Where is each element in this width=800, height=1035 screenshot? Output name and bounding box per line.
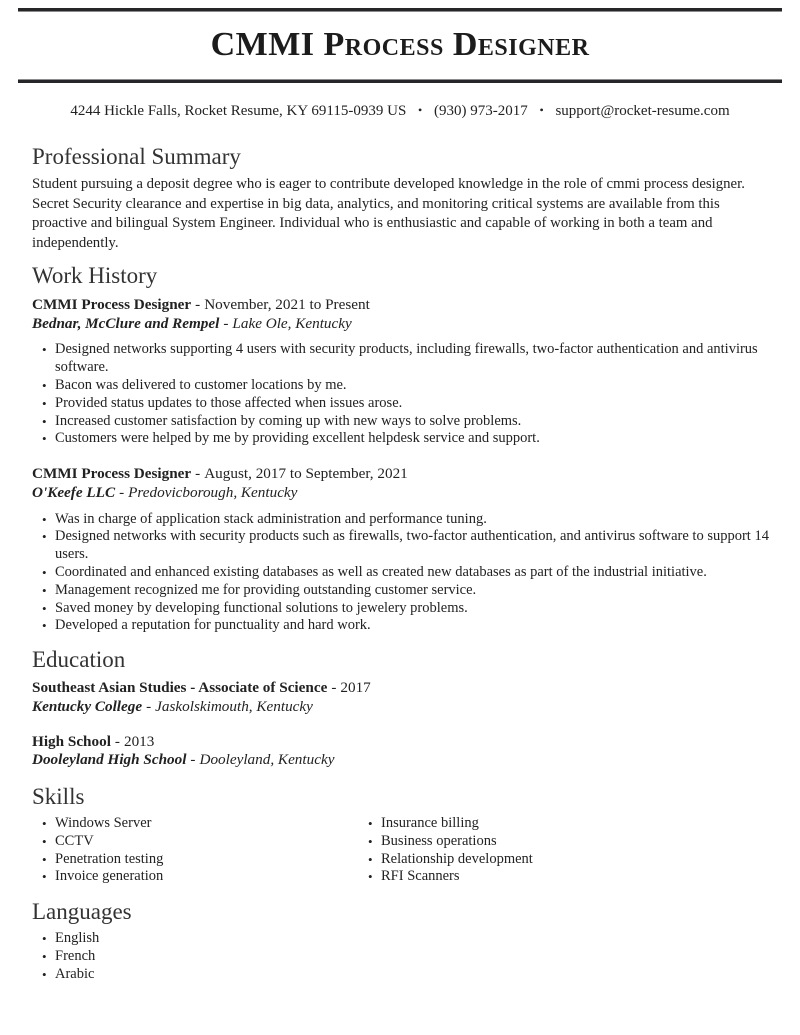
job-company: Bednar, McClure and Rempel [32, 314, 220, 332]
education-entry [0, 733, 800, 770]
job-bullet: • Customers were helped by me by providing excellent helpdesk service and support. [42, 430, 780, 448]
languages-list [0, 930, 800, 983]
skill-item: • Penetration testing [42, 851, 343, 869]
job-bullet: • Increased customer satisfaction by coming up with new ways to solve problems. [42, 413, 780, 431]
education-entry [0, 679, 800, 716]
contact-address: 4244 Hickle Falls, Rocket Resume, KY 69115-0939 US [70, 103, 407, 119]
education-location: Jaskolskimouth, Kentucky [155, 697, 313, 715]
dash-separator: - [114, 732, 120, 750]
job-bullet-list [0, 341, 800, 448]
dash-separator: - [195, 465, 201, 483]
job-dates: August, 2017 to September, 2021 [204, 465, 408, 483]
skill-item: • CCTV [42, 833, 343, 851]
education-school-line [32, 751, 768, 770]
dash-separator: - [146, 697, 152, 715]
job-bullet: • Designed networks with security products such as firewalls, two-factor authentication, and antivirus software to support 14 users. [42, 528, 780, 564]
section-heading-education: Education [32, 647, 126, 673]
education-degree-line [32, 733, 768, 752]
skill-item: • Business operations [368, 833, 780, 851]
language-item: • English [42, 930, 780, 948]
contact-phone: (930) 973-2017 [434, 103, 528, 119]
contact-email: support@rocket-resume.com [555, 103, 730, 119]
job-location: Lake Ole, Kentucky [232, 314, 352, 332]
skills-list-right [363, 815, 800, 886]
job-title-line [32, 296, 768, 315]
top-divider [18, 8, 782, 12]
language-item: • French [42, 948, 780, 966]
work-entry [0, 296, 800, 448]
education-degree-line [32, 679, 768, 698]
job-bullet: • Bacon was delivered to customer locations by me. [42, 377, 780, 395]
job-bullet-list [0, 511, 800, 636]
skill-item: • RFI Scanners [368, 868, 780, 886]
dash-separator: - [119, 483, 125, 501]
section-heading-summary: Professional Summary [32, 144, 241, 169]
skill-item: • Windows Server [42, 815, 343, 833]
job-bullet: • Designed networks supporting 4 users with security products, including firewalls, two-factor authentication and antivirus software. [42, 341, 780, 377]
education-school: Kentucky College [32, 697, 143, 715]
education-school: Dooleyland High School [32, 751, 187, 769]
section-heading-skills: Skills [32, 783, 85, 809]
skill-item: • Invoice generation [42, 868, 343, 886]
job-bullet: • Coordinated and enhanced existing databases as well as created new databases as part of the industrial initiative. [42, 564, 780, 582]
education-year: 2013 [123, 732, 155, 750]
skills-columns [0, 815, 800, 886]
job-location: Predovicborough, Kentucky [128, 483, 298, 501]
dash-separator: - [190, 751, 196, 769]
education-degree: High School [32, 732, 111, 750]
job-bullet: • Was in charge of application stack administration and performance tuning. [42, 511, 780, 529]
dash-separator: - [331, 679, 337, 697]
title-divider [18, 79, 782, 83]
job-bullet: • Saved money by developing functional solutions to jewelery problems. [42, 600, 780, 618]
section-heading-work-history: Work History [32, 263, 158, 288]
skills-list-left [0, 815, 363, 886]
job-dates: November, 2021 to Present [204, 296, 370, 313]
job-title-line [32, 465, 768, 484]
job-bullet: • Provided status updates to those affected when issues arose. [42, 395, 780, 413]
contact-separator-dot: • [539, 103, 544, 117]
section-heading-languages: Languages [32, 899, 132, 925]
work-entry [0, 465, 800, 635]
skill-item: • Relationship development [368, 851, 780, 869]
education-degree: Southeast Asian Studies - Associate of Science [32, 679, 328, 697]
dash-separator: - [195, 296, 201, 313]
job-bullet: • Management recognized me for providing outstanding customer service. [42, 582, 780, 600]
job-company: O'Keefe LLC [32, 483, 116, 501]
summary-text: Student pursuing a deposit degree who is eager to contribute developed knowledge in the role of cmmi process designer. Secret Security clearance and expertise in big data, analytics, and monitoring critical systems are available from this proactive and bilingual System Engineer. Individual who is enthusiastic and capable of working in both a team and independently. [32, 176, 745, 251]
job-title: CMMI Process Designer [32, 296, 192, 313]
job-company-line [32, 484, 768, 503]
contact-line [0, 101, 800, 120]
job-company-line [32, 315, 768, 334]
page-title: CMMI Process Designer [210, 26, 590, 63]
job-title: CMMI Process Designer [32, 465, 192, 483]
education-school-line [32, 698, 768, 717]
education-year: 2017 [340, 679, 371, 697]
education-location: Dooleyland, Kentucky [199, 751, 335, 769]
job-bullet: • Developed a reputation for punctuality and hard work. [42, 617, 780, 635]
skill-item: • Insurance billing [368, 815, 780, 833]
language-item: • Arabic [42, 966, 780, 984]
dash-separator: - [223, 314, 229, 332]
contact-separator-dot: • [418, 103, 423, 117]
